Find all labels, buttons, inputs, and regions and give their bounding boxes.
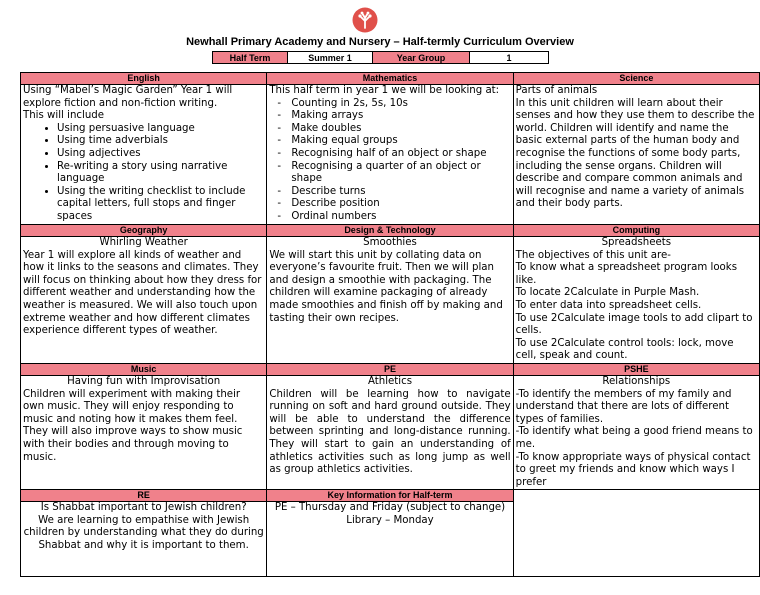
geography-cell bbox=[21, 237, 267, 364]
science-cell bbox=[513, 85, 759, 225]
list-item: • Re-writing a story using narrative language bbox=[57, 161, 264, 186]
pshe-line: -To identify what being a good friend means to me. bbox=[515, 426, 753, 450]
key-info-cell bbox=[267, 502, 513, 577]
maths-intro: This half term in year 1 we will be looking at: bbox=[269, 85, 500, 96]
re-subtitle: Is Shabbat important to Jewish children? bbox=[40, 502, 247, 514]
computing-line: To enter data into spreadsheet cells. bbox=[515, 299, 702, 311]
computing-line: To use 2Calculate image tools to add clipart to cells. bbox=[515, 312, 753, 337]
computing-heading: Computing bbox=[513, 225, 759, 237]
english-intro: Using “Mabel’s Magic Garden” Year 1 will explore fiction and non-fiction writing. bbox=[23, 85, 233, 109]
page-title: Newhall Primary Academy and Nursery – Half-termly Curriculum Overview bbox=[186, 36, 574, 48]
computing-line: To locate 2Calculate in Purple Mash. bbox=[515, 287, 700, 299]
pshe-heading: PSHE bbox=[513, 363, 759, 375]
key-info-heading: Key Information for Half-term bbox=[267, 490, 513, 502]
list-item: • Using persuasive language bbox=[57, 123, 264, 136]
science-subtitle: Parts of animals bbox=[515, 85, 598, 96]
list-item: • Using the writing checklist to include capital letters, full stops and finger spaces bbox=[57, 186, 264, 224]
computing-line: To use 2Calculate control tools: lock, move cell, speak and count. bbox=[515, 337, 734, 362]
year-group-label: Year Group bbox=[373, 52, 470, 64]
dt-cell bbox=[267, 237, 513, 364]
computing-line: To know what a spreadsheet program looks like. bbox=[515, 262, 737, 286]
english-heading: English bbox=[21, 73, 267, 85]
music-cell bbox=[21, 375, 267, 489]
curriculum-grid bbox=[20, 72, 760, 577]
list-item: - Recognising a quarter of an object or shape bbox=[291, 161, 510, 186]
maths-cell bbox=[267, 85, 513, 225]
computing-line: The objectives of this unit are- bbox=[515, 249, 671, 261]
half-term-value: Summer 1 bbox=[288, 52, 373, 64]
list-item: - Describe turns bbox=[291, 186, 510, 199]
science-text: In this unit children will learn about their senses and how they use them to describe the world. Children will identify and name the basic external parts of the human body and recognise the functions of some body parts, including the sense organs. Children will describe and compare common animals and will recognise and name a variety of animals and their body parts. bbox=[515, 97, 755, 210]
maths-heading: Mathematics bbox=[267, 73, 513, 85]
pe-text: Children will be learning how to navigate running on soft and hard ground outside. They will be able to understand the difference between sprinting and long-distance running. They will start to gain an understanding of athletics activities such as long jump as well as group athletics activities. bbox=[269, 388, 511, 476]
music-text: Children will experiment with making their own music. They will enjoy responding to music and noting how it makes them feel. They will also improve ways to show music with their bodies and through moving to music. bbox=[23, 388, 243, 463]
list-item: - Make doubles bbox=[291, 123, 510, 136]
half-term-label: Half Term bbox=[213, 52, 288, 64]
english-cell bbox=[21, 85, 267, 225]
pe-heading: PE bbox=[267, 363, 513, 375]
computing-cell bbox=[513, 237, 759, 364]
re-heading: RE bbox=[21, 490, 267, 502]
pshe-line: -To know appropriate ways of physical contact to greet my friends and know which ways I prefer bbox=[515, 451, 751, 488]
list-item: - Describe position bbox=[291, 198, 510, 211]
dt-subtitle: Smoothies bbox=[363, 237, 417, 248]
pshe-subtitle: Relationships bbox=[602, 375, 671, 387]
key-info-line: PE – Thursday and Friday (subject to change) bbox=[274, 502, 506, 514]
empty-cell bbox=[513, 490, 759, 502]
geography-subtitle: Whirling Weather bbox=[99, 237, 188, 248]
list-item: • Using time adverbials bbox=[57, 135, 264, 148]
re-text: We are learning to empathise with Jewish children by understanding what they do during Shabbat and why it is important to them. bbox=[23, 514, 264, 552]
dt-heading: Design & Technology bbox=[267, 225, 513, 237]
maths-list bbox=[269, 98, 510, 224]
english-lead: This will include bbox=[23, 110, 105, 122]
list-item: - Making arrays bbox=[291, 110, 510, 123]
list-item: - Recognising half of an object or shape bbox=[291, 148, 510, 161]
english-list bbox=[23, 123, 264, 224]
key-info-line: Library – Monday bbox=[346, 514, 434, 526]
list-item: - Making equal groups bbox=[291, 135, 510, 148]
list-item: • Using adjectives bbox=[57, 148, 264, 161]
pe-cell bbox=[267, 375, 513, 489]
geography-heading: Geography bbox=[21, 225, 267, 237]
re-cell bbox=[21, 502, 267, 577]
music-heading: Music bbox=[21, 363, 267, 375]
geography-text: Year 1 will explore all kinds of weather and how it links to the seasons and climates. They will focus on thinking about how they dress for different weather and understanding how the weather is measured. We will also touch upon extreme weather and how different climates experience different types of weather. bbox=[23, 249, 262, 337]
music-subtitle: Having fun with Improvisation bbox=[67, 375, 221, 387]
school-logo-icon bbox=[352, 7, 378, 33]
empty-cell bbox=[513, 502, 759, 577]
computing-subtitle: Spreadsheets bbox=[601, 237, 672, 248]
list-item: - Counting in 2s, 5s, 10s bbox=[291, 98, 510, 111]
year-group-value: 1 bbox=[470, 52, 549, 64]
list-item: - Ordinal numbers bbox=[291, 211, 510, 224]
pe-subtitle: Athletics bbox=[367, 375, 413, 387]
science-heading: Science bbox=[513, 73, 759, 85]
pshe-line: -To identify the members of my family and understand that there are lots of different types of families. bbox=[515, 388, 732, 425]
pshe-cell bbox=[513, 375, 759, 489]
dt-text: We will start this unit by collating data on everyone’s favourite fruit. Then we will plan and design a smoothie with packaging. The children will examine packaging of already made smoothies and finish off by making and tasting their own recipes. bbox=[269, 249, 503, 324]
term-info-bar bbox=[212, 51, 549, 64]
